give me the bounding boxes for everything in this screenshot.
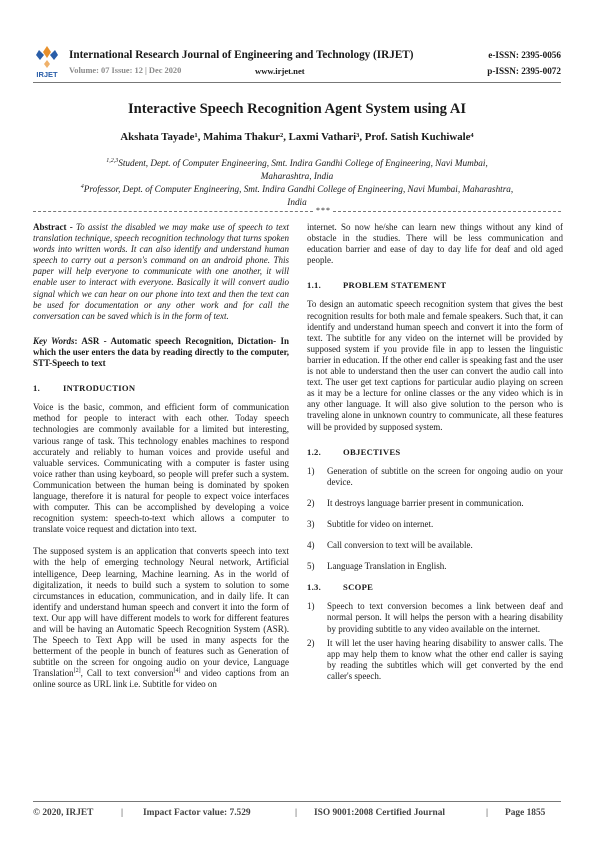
list-item-number: 4) (307, 540, 315, 551)
list-item (307, 540, 563, 551)
affiliation-1 (80, 157, 514, 182)
paper-title: Interactive Speech Recognition Agent System using AI (127, 101, 467, 117)
keywords-label: Key Words (33, 335, 75, 346)
irjet-logo-icon (33, 44, 61, 80)
footer-separator: | (295, 808, 298, 818)
intro-p2-text-b: , Call to text conversion (80, 668, 174, 679)
section-title: INTRODUCTION (63, 383, 136, 394)
intro-p2-text-a: The supposed system is an application that converts speech into text with the help of emerging technology Neural network, Artificial intelligence, Deep learning, Machine learning. As in the world of digitalization, it needs to build such a system to solution to some circumstances in education, communication, and in daily life. It can identify and understand human speech and convert it into the form of text. Our app will have different models to work for different features and will be having an Automatic Speech Recognition System (ASR). The Speech to Text App will be used in many aspects for the betterment of the people in bunch of features such as Generation of subtitle on the screen for ongoing audio on your device, Language Translation (33, 546, 289, 679)
section-number: 1.1. (307, 280, 322, 291)
list-item (307, 561, 563, 572)
abstract-text: To assist the disabled we may make use of speech to text translation technique, speech recognition technology that turns spoken words into written words. It can also identify and understand human speech to carry out a person's command on an android phone. This paper will help everyone to communicate with one another, it will enable user to interact with everyone. Basically it will convert audio signal which we can hear on our phone into text and then the text can be used for documentation or any other work and for call the conversation can be saved which is in the form of text. (33, 222, 289, 321)
list-item-number: 1) (307, 465, 315, 476)
abstract (33, 222, 289, 322)
section-title: OBJECTIVES (343, 446, 401, 457)
e-issn: e-ISSN: 2395-0056 (488, 50, 561, 60)
p-issn: p-ISSN: 2395-0072 (487, 66, 561, 76)
intro-paragraph-2 (33, 546, 289, 690)
footer-page-number: Page 1855 (505, 808, 546, 818)
list-item-number: 2) (307, 497, 315, 508)
page-footer (33, 806, 561, 822)
separator-stars: *** (316, 206, 331, 215)
journal-header (33, 44, 561, 84)
right-column (307, 222, 563, 685)
section-number: 1. (33, 383, 41, 394)
paper-authors: Akshata Tayade¹, Mahima Thakur², Laxmi Vathari³, Prof. Satish Kuchiwale⁴ (120, 131, 474, 143)
section-separator (33, 206, 561, 216)
left-column (33, 222, 289, 691)
keywords (33, 336, 289, 369)
volume-issue: Volume: 07 Issue: 12 | Dec 2020 (69, 66, 182, 75)
list-item-text: Speech to text conversion becomes a link between deaf and normal person. It will helps the person with a hearing disability by providing subtitle to any video available on the internet. (327, 601, 563, 634)
affiliation-2-text: Professor, Dept. of Computer Engineering, Smt. Indira Gandhi College of Engineering, Navi Mumbai, Maharashtra, India (83, 184, 514, 207)
abstract-label: Abstract - (33, 222, 73, 232)
citation-ref-2[interactable]: [2] (73, 668, 81, 675)
list-item-text: Language Translation in English. (327, 561, 447, 572)
website-link[interactable]: www.irjet.net (255, 66, 305, 76)
list-item (307, 638, 563, 682)
problem-statement-text: To design an automatic speech recognition system that gives the best recognition results for both male and female speakers. Such that, it can identify and understand human speech and convert it into the form of text. The subtitle for any video on the internet will be provided by supposed system if you provide file in app to lessen the linguistic barrier in education. If the other end caller is speaking fast and the user is not able to understand then the user can convert the audio call into text. The user get text captions for particular audio playing on screen as it may be a lecture for online classes or the any video which is in any other language. It will also give solution to the person who is traveling alone in unknown country to communicate, all these features will be provided by supposed system. (307, 299, 563, 432)
header-rule (33, 82, 561, 83)
affiliation-1-marker: 1,2,3 (106, 157, 119, 164)
section-heading-scope (307, 582, 563, 593)
intro-paragraph-1: Voice is the basic, common, and efficient form of communication method for people to interact with each other. Today speech technologies are commonly available for a limited but interesting, various range of task. This technology enables machines to respond accurately and reliably to human voices and provide useful and valuable services. Communicating with a computer is faster using voice rather than using keyboard, so people will prefer such a system. Communication between the human being is dominated by spoken language, therefore it is natural for people to expect voice interfaces with computer. This can be accomplished by developing a voice recognition system: speech-to-text which allows a computer to translate voice request and dictation into text. (33, 402, 289, 535)
list-item (307, 601, 563, 634)
list-item-number: 5) (307, 561, 315, 572)
section-heading-problem-statement (307, 280, 563, 291)
intro-p2-text-c: and video captions from an online source as URL link i.e. Subtitle for video on (33, 668, 289, 690)
list-item (307, 466, 563, 488)
list-item-text: Subtitle for video on internet. (327, 518, 434, 529)
footer-separator: | (121, 808, 124, 818)
affiliation-2-marker: 4 (80, 183, 84, 190)
section-heading-introduction (33, 383, 289, 394)
footer-copyright: © 2020, IRJET (33, 808, 94, 818)
list-item-text: It destroys language barrier present in communication. (327, 497, 524, 508)
journal-title: International Research Journal of Engineering and Technology (IRJET) (69, 49, 414, 61)
section-heading-objectives (307, 447, 563, 458)
list-item-number: 1) (307, 601, 315, 612)
list-item (307, 498, 563, 509)
list-item-number: 3) (307, 518, 315, 529)
list-item-number: 2) (307, 637, 315, 648)
footer-rule (33, 801, 561, 802)
footer-separator: | (486, 808, 489, 818)
list-item-text: Generation of subtitle on the screen for ongoing audio on your device. (327, 465, 563, 487)
footer-impact-factor: Impact Factor value: 7.529 (143, 808, 251, 818)
affiliation-1-text: Student, Dept. of Computer Engineering, Smt. Indira Gandhi College of Engineering, Navi Mumbai, Maharashtra, India (118, 158, 488, 181)
keywords-text: : ASR - Automatic speech Recognition, Dictation- In which the user enters the data by reading directly to the computer, STT-Speech to text (33, 335, 289, 369)
list-item-text: Call conversion to text will be available. (327, 540, 473, 551)
section-title: PROBLEM STATEMENT (343, 280, 447, 291)
section-number: 1.3. (307, 582, 322, 593)
intro-paragraph-2-continued: internet. So now he/she can learn new things without any kind of obstacle in the studies. There will be less communication and education barrier and ease of day to day life for deaf and old aged people. (307, 222, 563, 266)
objectives-list (307, 466, 563, 573)
section-title: SCOPE (343, 582, 374, 593)
section-number: 1.2. (307, 446, 322, 457)
citation-ref-4[interactable]: [4] (173, 668, 181, 675)
list-item-text: It will let the user having hearing disability to answer calls. The app may help them to know what the other end caller is saying by reading the subtitles which will get converted by the end caller's speech. (327, 637, 563, 681)
footer-iso: ISO 9001:2008 Certified Journal (314, 808, 445, 818)
scope-list (307, 601, 563, 682)
logo-text: IRJET (36, 70, 58, 79)
affiliation-2 (80, 183, 514, 208)
list-item (307, 519, 563, 530)
